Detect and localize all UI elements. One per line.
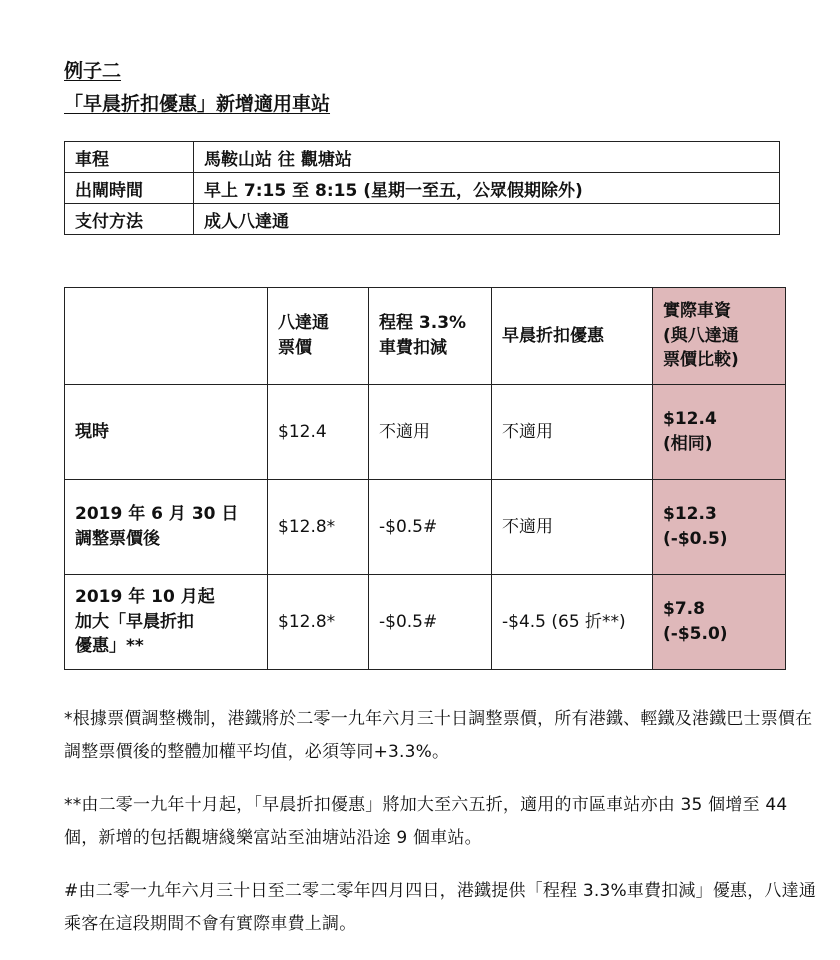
cell-ride10-discount: 不適用: [369, 385, 492, 480]
cell-ride10-discount: -$0.5#: [369, 575, 492, 670]
actual-fare-value: $12.4: [663, 409, 717, 430]
header-text: 票價比較): [663, 350, 739, 371]
header-empty-cell: [65, 288, 268, 385]
row-label-text: 2019 年 6 月 30 日: [75, 504, 239, 525]
header-octopus-fare: [268, 288, 369, 385]
footnote-ride10: #由二零一九年六月三十日至二零二零年四月四日，港鐵提供「程程 3.3%車費扣減」優惠，八達通乘客在這段期間不會有實際車費上調。: [64, 881, 817, 934]
table-row: [65, 173, 780, 204]
cell-actual-fare: [653, 480, 786, 575]
row-label-text: 2019 年 10 月起: [75, 587, 215, 608]
info-value-route: 馬鞍山站 往 觀塘站: [194, 142, 780, 173]
table-row: [65, 142, 780, 173]
footnote-fare-adjustment: *根據票價調整機制，港鐵將於二零一九年六月三十日調整票價，所有港鐵、輕鐵及港鐵巴士票價在調整票價後的整體加權平均值，必須等同+3.3%。: [64, 709, 813, 762]
table-row: [65, 385, 786, 480]
actual-fare-value: $7.8: [663, 599, 705, 620]
example-title: 例子二: [64, 60, 122, 82]
header-text: 實際車資: [663, 301, 731, 322]
header-text: 八達通: [278, 313, 329, 334]
actual-fare-diff: (-$0.5): [663, 529, 728, 549]
row-label-after-adjustment: [65, 480, 268, 575]
fare-comparison-table: [64, 287, 786, 670]
info-value-payment: 成人八達通: [194, 204, 780, 235]
trip-info-table: [64, 141, 780, 235]
table-header-row: [65, 288, 786, 385]
row-label-current: [65, 385, 268, 480]
table-row: [65, 575, 786, 670]
actual-fare-diff: (-$5.0): [663, 624, 728, 644]
header-early-bird: 早晨折扣優惠: [492, 288, 653, 385]
cell-early-bird: 不適用: [492, 480, 653, 575]
cell-octopus-fare: $12.4: [268, 385, 369, 480]
cell-actual-fare: [653, 575, 786, 670]
actual-fare-value: $12.3: [663, 504, 717, 525]
header-actual-fare: [653, 288, 786, 385]
info-label-route: 車程: [65, 142, 194, 173]
header-text: 票價: [278, 338, 312, 358]
cell-octopus-fare: $12.8*: [268, 575, 369, 670]
row-label-text: 調整票價後: [75, 529, 160, 549]
row-label-text: 加大「早晨折扣: [75, 611, 194, 632]
footnote-early-bird: **由二零一九年十月起，「早晨折扣優惠」將加大至六五折，適用的市區車站亦由 35 個增至 44 個，新增的包括觀塘綫樂富站至油塘站沿途 9 個車站。: [64, 795, 788, 848]
row-label-october: [65, 575, 268, 670]
info-value-exit-time: 早上 7:15 至 8:15 (星期一至五，公眾假期除外): [194, 173, 780, 204]
row-label-text: 優惠」**: [75, 636, 144, 657]
cell-early-bird: -$4.5 (65 折**): [492, 575, 653, 670]
cell-early-bird: 不適用: [492, 385, 653, 480]
cell-actual-fare: [653, 385, 786, 480]
actual-fare-diff: (相同): [663, 434, 713, 454]
table-row: [65, 480, 786, 575]
header-text: 車費扣減: [379, 338, 447, 358]
header-ride10-discount: [369, 288, 492, 385]
header-text: (與八達通: [663, 325, 739, 346]
header-text: 程程 3.3%: [379, 313, 467, 334]
cell-octopus-fare: $12.8*: [268, 480, 369, 575]
cell-ride10-discount: -$0.5#: [369, 480, 492, 575]
info-label-exit-time: 出閘時間: [65, 173, 194, 204]
section-subtitle: 「早晨折扣優惠」新增適用車站: [64, 93, 331, 115]
row-label-text: 現時: [75, 421, 109, 442]
table-row: [65, 204, 780, 235]
info-label-payment: 支付方法: [65, 204, 194, 235]
